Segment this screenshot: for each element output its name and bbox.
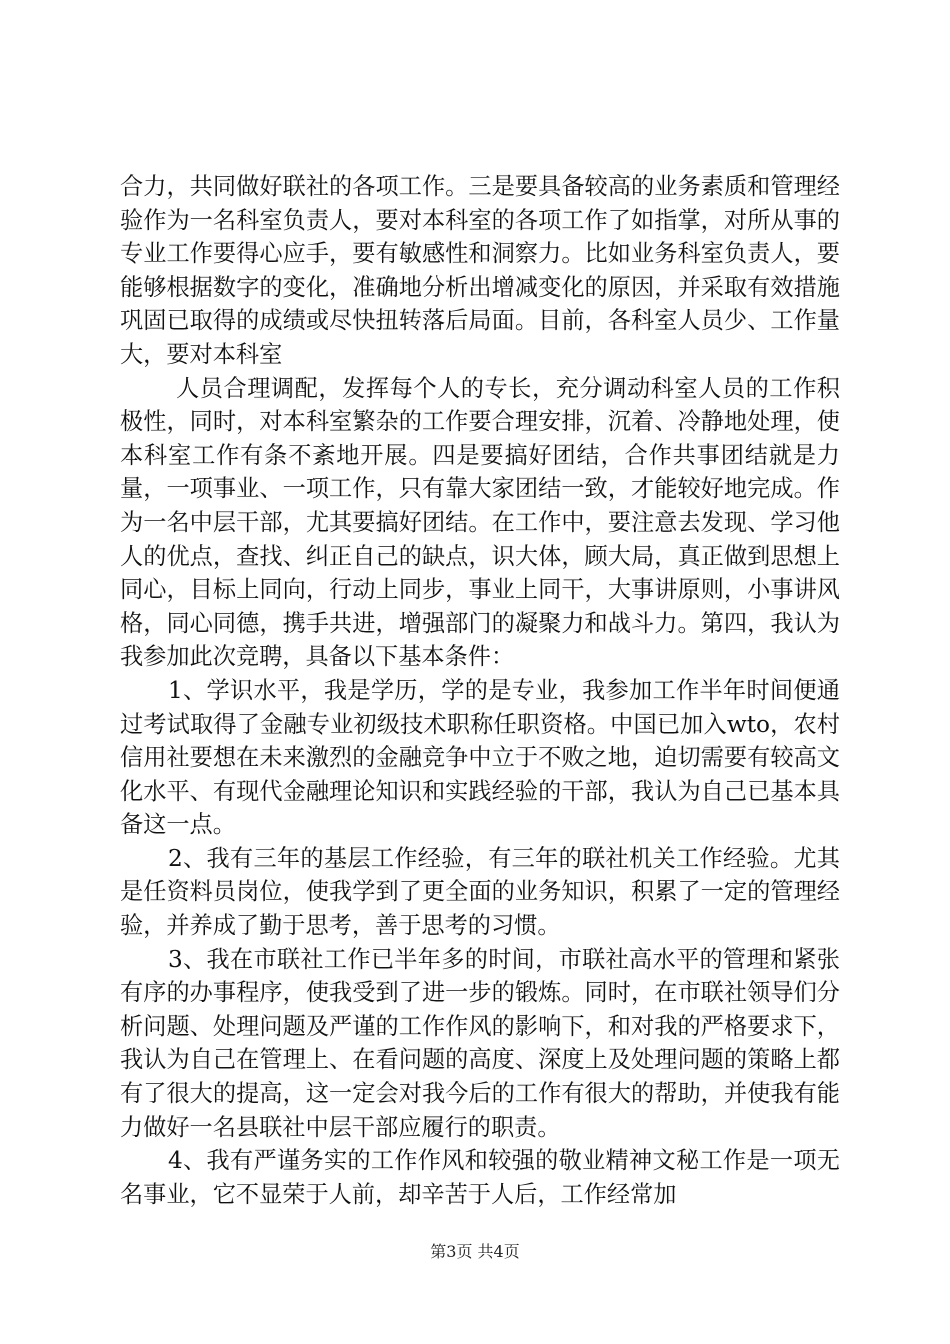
paragraph-1: 合力，共同做好联社的各项工作。三是要具备较高的业务素质和管理经验作为一名科室负责人，要对本科室的各项工作了如指掌，对所从事的专业工作要得心应手，要有敏感性和洞察力。比如业务科室负责人，要能够根据数字的变化，准确地分析出增减变化的原因，并采取有效措施巩固已取得的成绩或尽快扭转落后局面。目前，各科室人员少、工作量大，要对本科室 (120, 173, 840, 368)
paragraph-4: 2、我有三年的基层工作经验，有三年的联社机关工作经验。尤其是任资料员岗位，使我学到了更全面的业务知识，积累了一定的管理经验，并养成了勤于思考，善于思考的习惯。 (120, 844, 840, 940)
paragraph-3: 1、学识水平，我是学历，学的是专业，我参加工作半年时间便通过考试取得了金融专业初级技术职称任职资格。中国已加入wto，农村信用社要想在未来激烈的金融竞争中立于不败之地，迫切需要有较高文化水平、有现代金融理论知识和实践经验的干部，我认为自己已基本具备这一点。 (120, 676, 840, 839)
paragraph-6: 4、我有严谨务实的工作作风和较强的敬业精神文秘工作是一项无名事业，它不显荣于人前，却辛苦于人后，工作经常加 (120, 1147, 840, 1208)
document-body (120, 170, 840, 1211)
page-footer: 第3页 共4页 (430, 1242, 520, 1261)
paragraph-5: 3、我在市联社工作已半年多的时间，市联社高水平的管理和紧张有序的办事程序，使我受到了进一步的锻炼。同时，在市联社领导们分析问题、处理问题及严谨的工作作风的影响下，和对我的严格要求下，我认为自己在管理上、在看问题的高度、深度上及处理问题的策略上都有了很大的提高，这一定会对我今后的工作有很大的帮助，并使我有能力做好一名县联社中层干部应履行的职责。 (120, 945, 840, 1141)
paragraph-2: 人员合理调配，发挥每个人的专长，充分调动科室人员的工作积极性，同时，对本科室繁杂的工作要合理安排，沉着、冷静地处理，使本科室工作有条不紊地开展。四是要搞好团结，合作共事团结就是力量，一项事业、一项工作，只有靠大家团结一致，才能较好地完成。作为一名中层干部，尤其要搞好团结。在工作中，要注意去发现、学习他人的优点，查找、纠正自己的缺点，识大体，顾大局，真正做到思想上同心，目标上同向，行动上同步，事业上同干，大事讲原则，小事讲风格，同心同德，携手共进，增强部门的凝聚力和战斗力。第四，我认为我参加此次竞聘，具备以下基本条件： (120, 374, 840, 671)
